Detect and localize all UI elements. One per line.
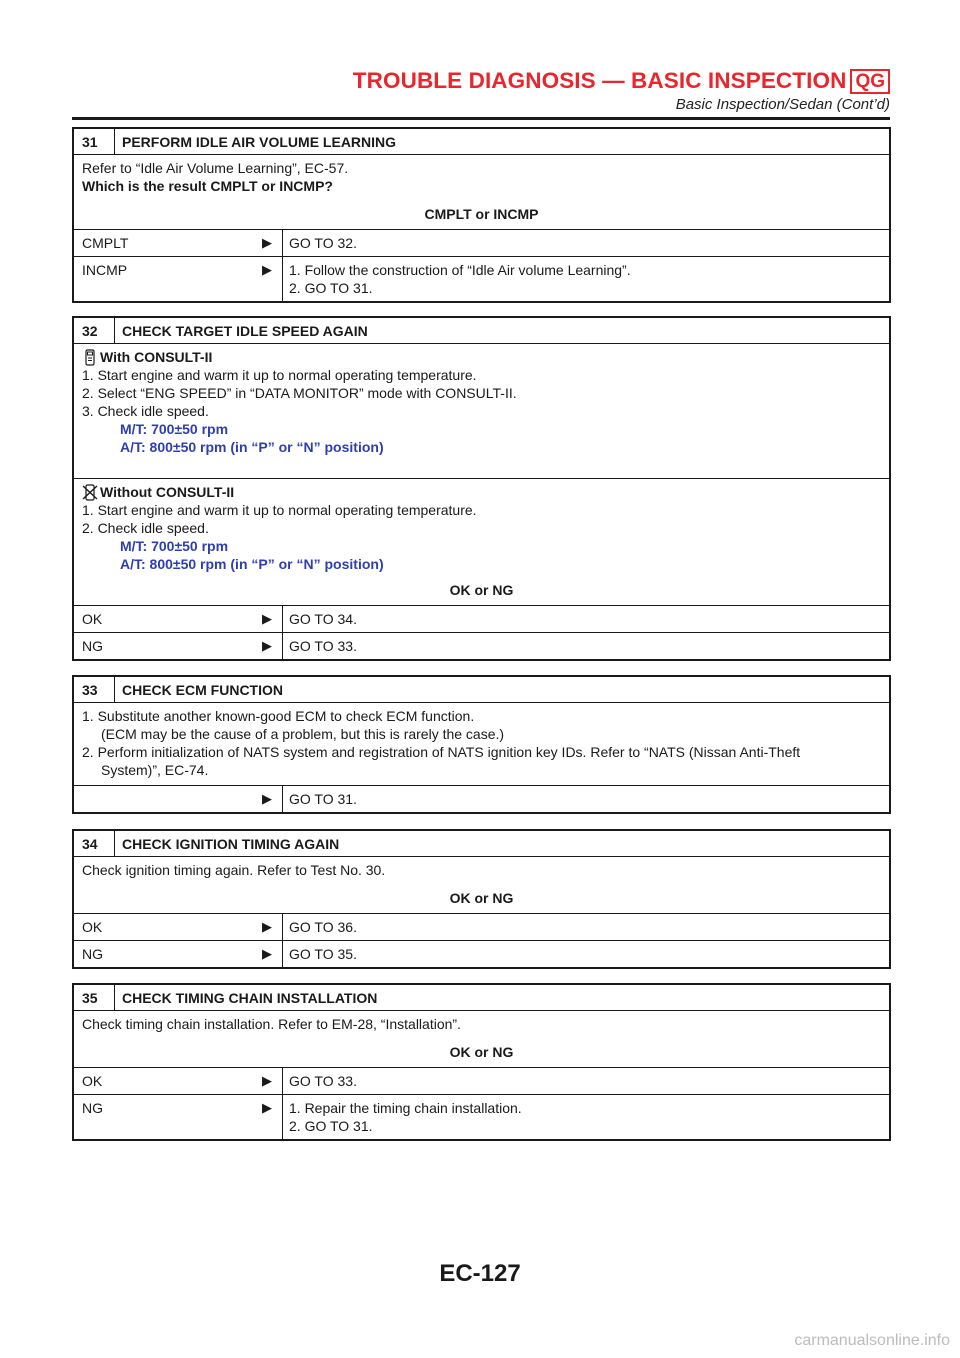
result-row-ng [74, 633, 889, 659]
instruction-line: Check ignition timing again. Refer to Test No. 30. [82, 862, 386, 878]
result-label: OK [82, 611, 103, 627]
without-consult-title: Without CONSULT-II [100, 484, 235, 500]
result-row-ng [74, 941, 889, 967]
result-row-cmplt [74, 230, 889, 257]
arrow-icon: ▶ [262, 946, 272, 961]
step-title: CHECK IGNITION TIMING AGAIN [122, 835, 340, 852]
without-consult-section [74, 479, 889, 606]
arrow-icon: ▶ [262, 235, 272, 250]
result-row-ng [74, 1095, 889, 1139]
no-tool-icon [82, 484, 98, 501]
result-label: NG [82, 1100, 103, 1116]
step-31-block [72, 127, 891, 303]
step-31-body [74, 155, 889, 230]
step-34-header [74, 831, 889, 857]
result-action: GO TO 32. [289, 235, 357, 251]
with-consult-title: With CONSULT-II [100, 349, 213, 365]
question-line: Which is the result CMPLT or INCMP? [82, 178, 333, 194]
result-row-ok [74, 606, 889, 633]
instruction-line: 2. Select “ENG SPEED” in “DATA MONITOR” mode with CONSULT-II. [82, 385, 517, 401]
result-action: GO TO 35. [289, 946, 357, 962]
result-label: CMPLT [82, 235, 129, 251]
header-title-row [353, 68, 890, 94]
step-35-header [74, 985, 889, 1011]
engine-badge: QG [850, 69, 890, 94]
instruction-line: 2. Check idle speed. [82, 520, 209, 536]
result-action: 1. Follow the construction of “Idle Air volume Learning”. [289, 262, 631, 278]
step-34-block [72, 829, 891, 969]
instruction-line: System)”, EC-74. [101, 762, 209, 778]
result-label: NG [82, 946, 103, 962]
page-header [72, 64, 890, 120]
instruction-line: Check timing chain installation. Refer to EM-28, “Installation”. [82, 1016, 461, 1032]
result-question: OK or NG [449, 1044, 514, 1060]
result-action: GO TO 33. [289, 638, 357, 654]
header-divider [114, 318, 115, 343]
step-33-body [74, 703, 889, 786]
step-number: 31 [82, 133, 98, 150]
consult-tool-icon [82, 349, 98, 366]
result-question: CMPLT or INCMP [424, 206, 539, 222]
arrow-icon: ▶ [262, 262, 272, 277]
result-action: GO TO 34. [289, 611, 357, 627]
step-32-block [72, 316, 891, 661]
result-action: GO TO 36. [289, 919, 357, 935]
result-row-ok [74, 914, 889, 941]
arrow-icon: ▶ [262, 638, 272, 653]
step-title: CHECK ECM FUNCTION [122, 681, 283, 698]
header-divider [114, 677, 115, 702]
step-35-body [74, 1011, 889, 1068]
header-divider [114, 831, 115, 856]
result-action: 2. GO TO 31. [289, 1118, 373, 1134]
result-action: 2. GO TO 31. [289, 280, 373, 296]
arrow-icon: ▶ [262, 611, 272, 626]
result-label: INCMP [82, 262, 128, 278]
arrow-icon: ▶ [262, 919, 272, 934]
arrow-icon: ▶ [262, 791, 272, 806]
spec-value: A/T: 800±50 rpm (in “P” or “N” position) [120, 556, 384, 572]
step-number: 35 [82, 989, 98, 1006]
arrow-icon: ▶ [262, 1073, 272, 1088]
result-row-ok [74, 1068, 889, 1095]
section-subtitle: Basic Inspection/Sedan (Cont’d) [675, 96, 890, 113]
spec-value: M/T: 700±50 rpm [120, 421, 229, 437]
step-35-block [72, 983, 891, 1141]
header-divider [114, 129, 115, 154]
step-title: CHECK TARGET IDLE SPEED AGAIN [122, 322, 368, 339]
instruction-line: 1. Substitute another known-good ECM to check ECM function. [82, 708, 475, 724]
instruction-line: 1. Start engine and warm it up to normal operating temperature. [82, 367, 477, 383]
step-31-header [74, 129, 889, 155]
result-row-incmp [74, 257, 889, 301]
section-title: TROUBLE DIAGNOSIS — BASIC INSPECTION [352, 68, 847, 93]
spec-value: M/T: 700±50 rpm [120, 538, 229, 554]
step-number: 33 [82, 681, 98, 698]
step-34-body [74, 857, 889, 914]
step-number: 34 [82, 835, 98, 852]
result-question: OK or NG [449, 582, 514, 598]
spec-value: A/T: 800±50 rpm (in “P” or “N” position) [120, 439, 384, 455]
page-number: EC-127 [439, 1260, 521, 1287]
result-action: 1. Repair the timing chain installation. [289, 1100, 522, 1116]
step-32-header [74, 318, 889, 344]
result-label: OK [82, 1073, 103, 1089]
result-action: GO TO 33. [289, 1073, 357, 1089]
instruction-line: 2. Perform initialization of NATS system and registration of NATS ignition key IDs. Refer to “NATS (Nissan Anti-Theft [82, 744, 801, 760]
step-33-header [74, 677, 889, 703]
result-row-next [74, 786, 889, 812]
header-divider [114, 985, 115, 1010]
header-rule [72, 117, 890, 120]
instruction-line: Refer to “Idle Air Volume Learning”, EC-57. [82, 160, 349, 176]
instruction-line: (ECM may be the cause of a problem, but this is rarely the case.) [101, 726, 505, 742]
step-title: CHECK TIMING CHAIN INSTALLATION [122, 989, 378, 1006]
watermark: carmanualsonline.info [794, 1332, 950, 1349]
result-action: GO TO 31. [289, 791, 357, 807]
instruction-line: 3. Check idle speed. [82, 403, 209, 419]
step-title: PERFORM IDLE AIR VOLUME LEARNING [122, 133, 397, 150]
arrow-icon: ▶ [262, 1100, 272, 1115]
instruction-line: 1. Start engine and warm it up to normal operating temperature. [82, 502, 477, 518]
step-33-block [72, 675, 891, 814]
with-consult-section [74, 344, 889, 479]
step-number: 32 [82, 322, 98, 339]
result-question: OK or NG [449, 890, 514, 906]
result-label: OK [82, 919, 103, 935]
result-label: NG [82, 638, 103, 654]
